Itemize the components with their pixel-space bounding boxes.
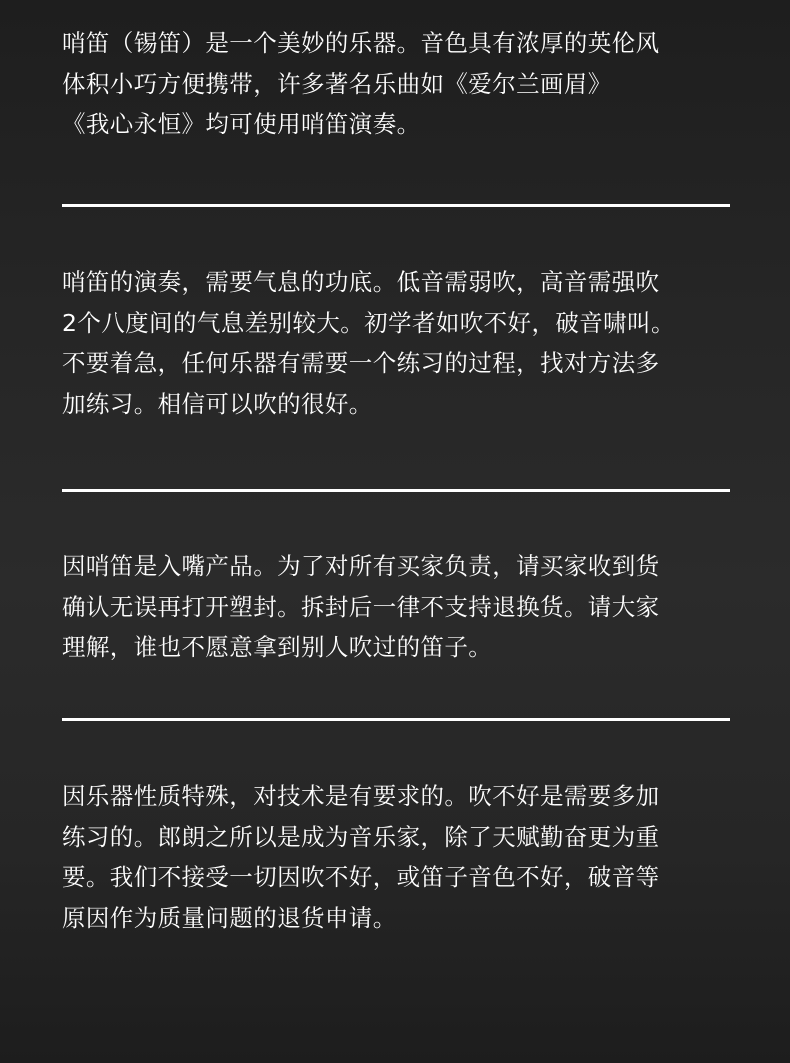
paragraph-line: 哨笛的演奏，需要气息的功底。低音需弱吹，高音需强吹 bbox=[62, 268, 660, 296]
intro-paragraph bbox=[62, 23, 732, 145]
hygiene-notice-paragraph bbox=[62, 546, 732, 668]
paragraph-line: 不要着急，任何乐器有需要一个练习的过程，找对方法多 bbox=[62, 349, 660, 377]
paragraph-line: 因哨笛是入嘴产品。为了对所有买家负责，请买家收到货 bbox=[62, 552, 660, 580]
paragraph-line: 确认无误再打开塑封。拆封后一律不支持退换货。请大家 bbox=[62, 592, 660, 621]
section-divider bbox=[62, 718, 730, 721]
paragraph-line: 因乐器性质特殊，对技术是有要求的。吹不好是需要多加 bbox=[62, 782, 660, 810]
paragraph-line: 哨笛（锡笛）是一个美妙的乐器。音色具有浓厚的英伦风 bbox=[62, 29, 660, 57]
paragraph-line: 《我心永恒》均可使用哨笛演奏。 bbox=[62, 110, 421, 138]
paragraph-line: 理解，谁也不愿意拿到别人吹过的笛子。 bbox=[62, 633, 493, 661]
paragraph-line: 原因作为质量问题的退货申请。 bbox=[62, 903, 397, 932]
paragraph-line: 加练习。相信可以吹的很好。 bbox=[62, 389, 373, 418]
paragraph-line: 2个八度间的气息差别较大。初学者如吹不好，破音啸叫。 bbox=[62, 308, 675, 337]
section-divider bbox=[62, 489, 730, 492]
paragraph-line: 要。我们不接受一切因吹不好，或笛子音色不好，破音等 bbox=[62, 863, 660, 891]
section-divider bbox=[62, 204, 730, 207]
paragraph-line: 练习的。郎朗之所以是成为音乐家，除了天赋勤奋更为重 bbox=[62, 822, 660, 851]
playing-tips-paragraph bbox=[62, 262, 732, 424]
return-policy-paragraph bbox=[62, 776, 732, 938]
paragraph-line: 体积小巧方便携带，许多著名乐曲如《爱尔兰画眉》 bbox=[62, 69, 612, 98]
